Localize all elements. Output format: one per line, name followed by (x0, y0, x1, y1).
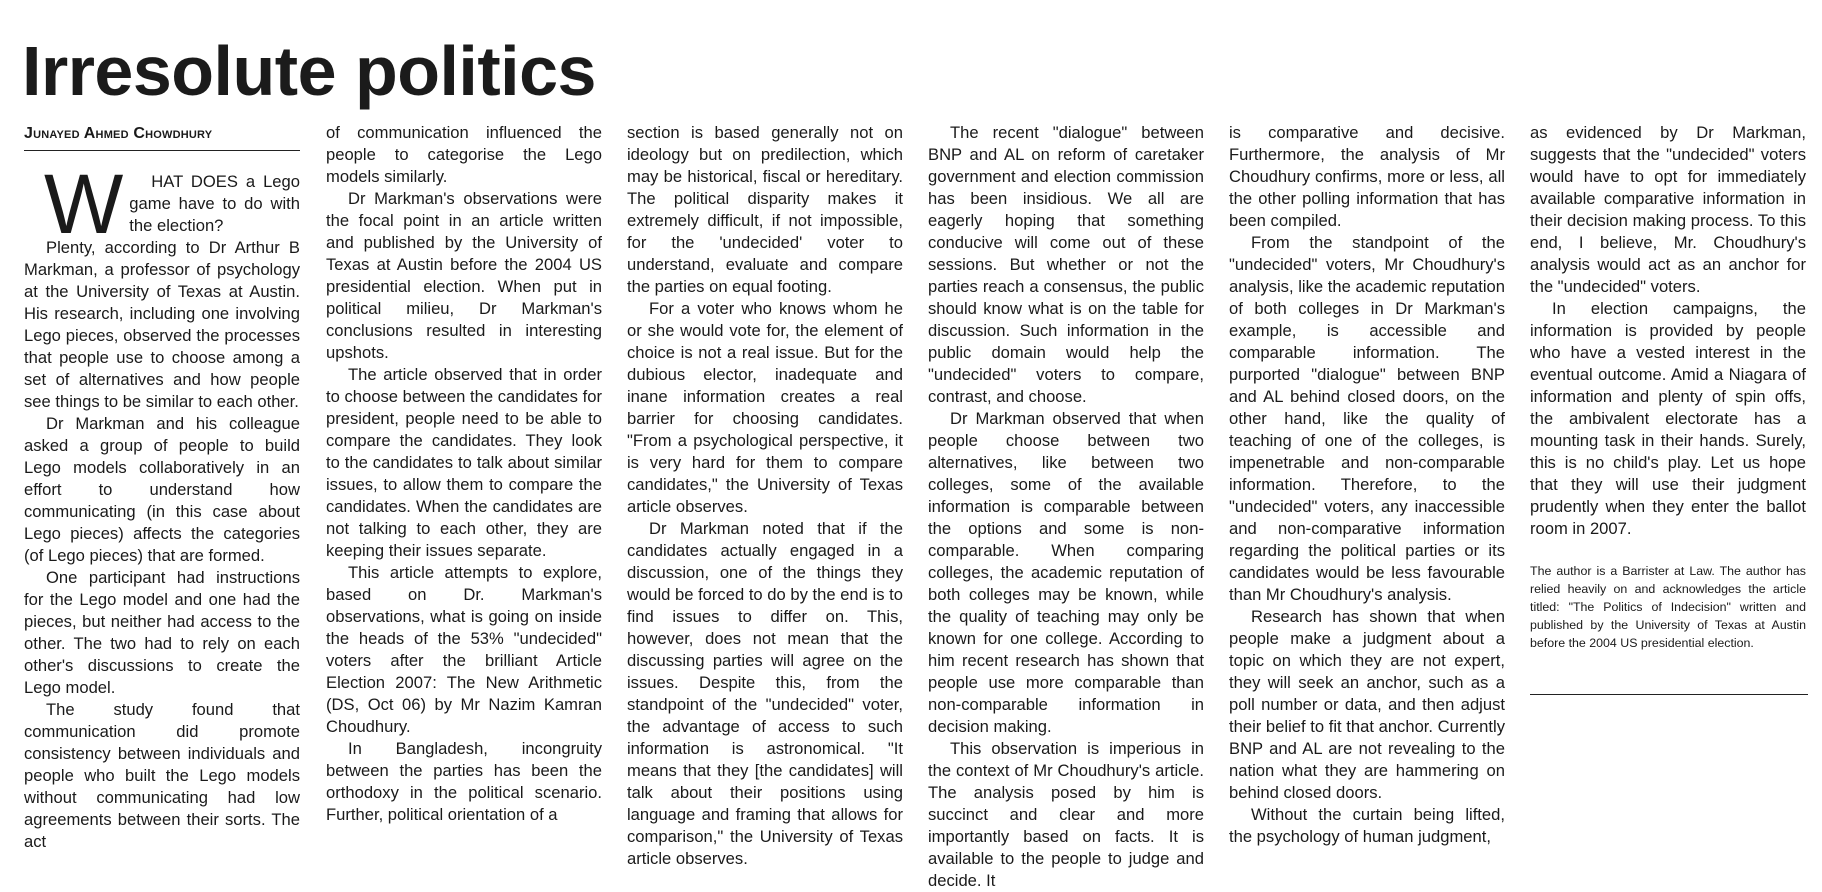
article-paragraph: Plenty, according to Dr Arthur B Markman, a professor of psychology at the University of Texas at Austin. His research, including one involving Lego pieces, observed the processes that people use to choose among a set of alternatives and how people see things to be similar to each other. (24, 238, 300, 411)
article-paragraph: From the standpoint of the "undecided" voters, Mr Choudhury's analysis, like the academic reputation of both colleges in Dr Markman's example, is accessible and comparable information. The purported "dialogue" between BNP and AL behind closed doors, on the other hand, like the quality of teaching of one of the colleges, is impenetrable and non-comparable information. Therefore, to the "undecided" voters, any inaccessible and non-comparative information regarding the political parties or its candidates would be less favourable than Mr Choudhury's analysis. (1229, 233, 1505, 604)
article-paragraph: This article attempts to explore, based on Dr. Markman's observations, what is going on inside the heads of the 53% "undecided" voters after the brilliant Article Election 2007: The New Arithmetic (DS, Oct 06) by Mr Nazim Kamran Choudhury. (326, 563, 602, 736)
article-paragraph: of communication influenced the people to categorise the Lego models similarly. (326, 123, 602, 186)
article-paragraph: In election campaigns, the information is provided by people who have a vested interest in the eventual outcome. Amid a Niagara of information and plenty of spin offs, the ambivalent electorate has a mounting task in their hands. Surely, this is no child's play. Let us hope that they will use their judgment prudently when they enter the ballot room in 2007. (1530, 299, 1806, 538)
lead-text: a Lego game have to do with the election? (129, 172, 300, 235)
article-paragraph: Research has shown that when people make a judgment about a topic on which they are not expert, they will seek an anchor, such as a poll number or data, and then adjust their belief to fit that anchor. Currently BNP and AL are not revealing to the nation what they are hammering on behind closed doors. (1229, 607, 1505, 802)
article-column-3 (627, 122, 903, 870)
article-paragraph: is comparative and decisive. Furthermore, the analysis of Mr Choudhury confirms, more or less, all the other polling information that has been compiled. (1229, 123, 1505, 230)
end-rule (1530, 694, 1808, 695)
headline: Irresolute politics (22, 32, 596, 110)
article-paragraph: Dr Markman and his colleague asked a group of people to build Lego models collaboratively in an effort to understand how communicating (in this case about Lego pieces) affects the categories (of Lego pieces) that are formed. (24, 414, 300, 565)
article-paragraph: One participant had instructions for the Lego model and one had the pieces, but neither had access to the other. The two had to rely on each other's discussions to create the Lego model. (24, 568, 300, 697)
article-paragraph: section is based generally not on ideology but on predilection, which may be historical, fiscal or hereditary. The political disparity makes it extremely difficult, if not impossible, for the 'undecided' voter to understand, evaluate and compare the parties on equal footing. (627, 123, 903, 296)
article-column-5 (1229, 122, 1505, 848)
article-paragraph: The study found that communication did promote consistency between individuals and people who built the Lego models without communicating had low agreements between their sorts. The act (24, 700, 300, 851)
article-paragraph: Without the curtain being lifted, the psychology of human judgment, (1229, 805, 1505, 846)
article-paragraph: The recent "dialogue" between BNP and AL on reform of caretaker government and election commission has been insidious. We all are eagerly hoping that something conducive will come out of these sessions. But whether or not the parties reach a consensus, the public should know what is on the table for discussion. Such information in the public domain would help the "undecided" voters to compare, contrast, and choose. (928, 123, 1204, 406)
author-note: The author is a Barrister at Law. The author has relied heavily on and acknowledges the article titled: "The Politics of Indecision" written and published by the University of Texas at Austin before the 2004 US presidential election. (1530, 564, 1806, 650)
article-paragraph: Dr Markman's observations were the focal point in an article written and published by the University of Texas at Austin before the 2004 US presidential election. When put in political milieu, Dr Markman's conclusions resulted in interesting upshots. (326, 189, 602, 362)
article-paragraph: For a voter who knows whom he or she would vote for, the element of choice is not a real issue. But for the dubious elector, inadequate and inane information creates a real barrier for choosing candidates. "From a psychological perspective, it is very hard for them to compare candidates," the University of Texas article observes. (627, 299, 903, 516)
lead-paragraph (24, 157, 300, 251)
lead-caps: HAT DOES (151, 172, 238, 191)
article-column-6 (1530, 122, 1806, 695)
article-column-4 (928, 122, 1204, 892)
article-paragraph: Dr Markman noted that if the candidates actually engaged in a discussion, one of the things they would be forced to do by the end is to find issues to differ on. This, however, does not mean that the discussing parties will agree on the issues. Despite this, from the standpoint of the "undecided" voter, the advantage of access to such information is astronomical. "It means that they [the candidates] will talk about their positions using language and framing that allows for comparison," the University of Texas article observes. (627, 519, 903, 868)
article-paragraph: The article observed that in order to choose between the candidates for president, people need to be able to compare the candidates. They look to the candidates to talk about similar issues, to allow them to compare the candidates. When the candidates are not talking to each other, they are keeping their issues separate. (326, 365, 602, 560)
article-paragraph: Dr Markman observed that when people choose between two alternatives, like between two colleges, some of the available information is comparable between the options and some is non-comparable. When comparing colleges, the academic reputation of both colleges may be known, while the quality of teaching may only be known for one college. According to him recent research has shown that people use more comparable than non-comparable information in decision making. (928, 409, 1204, 736)
article-column-2 (326, 122, 602, 826)
byline: Junayed Ahmed Chowdhury (24, 124, 300, 151)
article-paragraph: This observation is imperious in the context of Mr Choudhury's article. The analysis posed by him is succinct and clear and more importantly based on facts. It is available to the people to judge and decide. It (928, 739, 1204, 890)
article-paragraph: In Bangladesh, incongruity between the parties has been the orthodoxy in the political scenario. Further, political orientation of a (326, 739, 602, 824)
dropcap: W (44, 157, 124, 251)
article-column-1 (24, 122, 300, 853)
article-paragraph: as evidenced by Dr Markman, suggests that the "undecided" voters would have to opt for immediately available comparative information in their decision making process. To this end, I believe, Mr. Choudhury's analysis would act as an anchor for the "undecided" voters. (1530, 123, 1806, 296)
